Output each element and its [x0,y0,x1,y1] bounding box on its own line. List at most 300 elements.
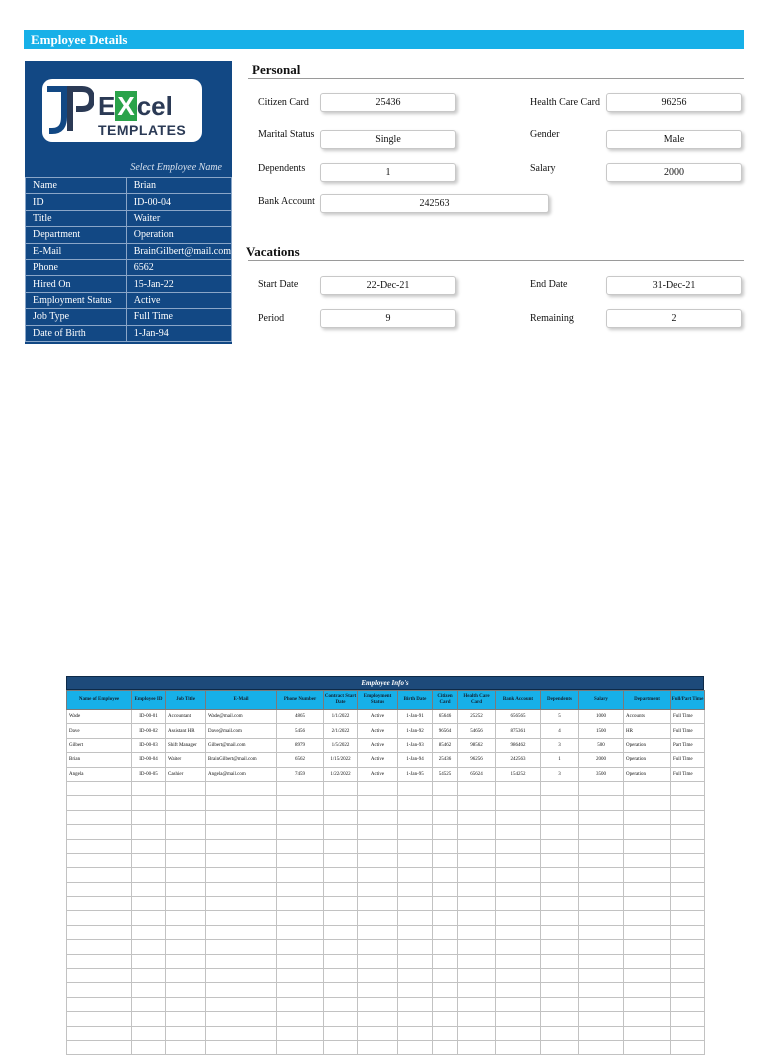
table-cell[interactable]: 2000 [579,753,624,767]
table-cell[interactable] [496,969,541,983]
table-cell[interactable]: 875361 [496,724,541,738]
table-cell[interactable] [458,940,496,954]
table-cell[interactable] [433,1040,458,1054]
table-cell[interactable] [166,796,206,810]
table-cell[interactable] [541,997,579,1011]
table-cell[interactable] [132,997,166,1011]
table-cell[interactable]: 2/1/2022 [324,724,358,738]
table-cell[interactable]: Operation [624,738,671,752]
table-cell[interactable] [324,940,358,954]
column-header[interactable]: Bank Account [496,691,541,710]
table-cell[interactable] [132,796,166,810]
table-cell[interactable] [398,969,433,983]
table-cell[interactable] [624,810,671,824]
table-cell[interactable] [458,1040,496,1054]
table-cell[interactable] [324,1026,358,1040]
table-cell[interactable] [541,1040,579,1054]
table-cell[interactable] [458,911,496,925]
table-cell[interactable] [541,868,579,882]
table-cell[interactable] [671,853,705,867]
table-cell[interactable]: 5456 [277,724,324,738]
table-cell[interactable] [671,868,705,882]
table-cell[interactable] [67,969,132,983]
table-cell[interactable] [541,925,579,939]
table-cell[interactable] [324,997,358,1011]
table-cell[interactable] [324,983,358,997]
table-cell[interactable]: Dave [67,724,132,738]
table-cell[interactable] [132,839,166,853]
table-cell[interactable] [398,954,433,968]
bank-account-field[interactable]: 242563 [320,194,549,213]
table-cell[interactable] [458,882,496,896]
table-cell[interactable] [132,825,166,839]
table-cell[interactable]: Full Time [671,710,705,724]
table-cell[interactable] [624,882,671,896]
table-cell[interactable] [496,796,541,810]
table-cell[interactable] [398,868,433,882]
table-cell[interactable]: 1-Jan-94 [398,753,433,767]
table-cell[interactable] [166,911,206,925]
table-cell[interactable] [496,983,541,997]
table-cell[interactable] [624,997,671,1011]
table-cell[interactable] [398,1040,433,1054]
table-cell[interactable]: Active [358,724,398,738]
marital-status-field[interactable]: Single [320,130,456,149]
table-cell[interactable] [541,781,579,795]
table-cell[interactable] [398,925,433,939]
table-cell[interactable] [358,940,398,954]
table-cell[interactable]: 1-Jan-95 [398,767,433,781]
table-cell[interactable] [458,781,496,795]
table-cell[interactable]: ID-00-01 [132,710,166,724]
table-cell[interactable] [579,983,624,997]
table-cell[interactable] [496,997,541,1011]
table-cell[interactable] [132,925,166,939]
table-cell[interactable] [433,997,458,1011]
column-header[interactable]: Salary [579,691,624,710]
table-cell[interactable] [277,781,324,795]
table-cell[interactable]: 4865 [277,710,324,724]
table-cell[interactable]: 1/15/2022 [324,753,358,767]
table-cell[interactable] [579,911,624,925]
table-cell[interactable] [398,810,433,824]
remaining-field[interactable]: 2 [606,309,742,328]
table-cell[interactable] [67,796,132,810]
table-cell[interactable] [541,882,579,896]
table-cell[interactable] [324,853,358,867]
table-cell[interactable] [277,940,324,954]
table-cell[interactable] [496,839,541,853]
table-cell[interactable] [624,1040,671,1054]
table-cell[interactable] [132,853,166,867]
table-cell[interactable]: 500 [579,738,624,752]
table-cell[interactable] [166,925,206,939]
table-cell[interactable] [624,940,671,954]
table-cell[interactable] [496,853,541,867]
table-cell[interactable] [671,781,705,795]
table-cell[interactable] [496,897,541,911]
table-cell[interactable] [358,868,398,882]
table-cell[interactable] [624,925,671,939]
table-cell[interactable] [277,1040,324,1054]
table-cell[interactable] [277,853,324,867]
column-header[interactable]: E-Mail [206,691,277,710]
table-cell[interactable] [277,969,324,983]
table-cell[interactable] [324,810,358,824]
table-cell[interactable] [277,882,324,896]
table-cell[interactable] [398,897,433,911]
table-cell[interactable]: 54525 [433,767,458,781]
column-header[interactable]: Phone Number [277,691,324,710]
table-cell[interactable]: 7459 [277,767,324,781]
table-cell[interactable] [398,911,433,925]
table-cell[interactable] [671,969,705,983]
table-cell[interactable]: Shift Manager [166,738,206,752]
table-cell[interactable]: 986462 [496,738,541,752]
table-cell[interactable]: 1000 [579,710,624,724]
table-cell[interactable] [277,810,324,824]
table-cell[interactable] [496,1040,541,1054]
table-cell[interactable] [358,983,398,997]
table-cell[interactable] [458,839,496,853]
table-cell[interactable] [541,897,579,911]
table-cell[interactable]: ID-00-04 [132,753,166,767]
table-cell[interactable] [324,911,358,925]
table-cell[interactable] [398,825,433,839]
table-cell[interactable] [671,810,705,824]
column-header[interactable]: Department [624,691,671,710]
table-cell[interactable] [67,853,132,867]
table-cell[interactable] [496,810,541,824]
table-cell[interactable] [671,940,705,954]
table-cell[interactable] [579,940,624,954]
table-cell[interactable] [277,825,324,839]
table-cell[interactable] [579,1040,624,1054]
table-cell[interactable] [67,954,132,968]
column-header[interactable]: Full/Part Time [671,691,705,710]
table-cell[interactable] [166,825,206,839]
column-header[interactable]: Contract Start Date [324,691,358,710]
table-cell[interactable] [324,796,358,810]
table-cell[interactable]: 1/1/2022 [324,710,358,724]
table-cell[interactable] [358,911,398,925]
table-cell[interactable] [433,1026,458,1040]
summary-value[interactable]: Brian [126,178,231,194]
table-cell[interactable] [458,969,496,983]
table-cell[interactable] [67,897,132,911]
table-cell[interactable] [541,825,579,839]
table-cell[interactable] [324,882,358,896]
table-cell[interactable]: Active [358,753,398,767]
end-date-field[interactable]: 31-Dec-21 [606,276,742,295]
table-cell[interactable]: 8979 [277,738,324,752]
table-cell[interactable] [671,897,705,911]
table-cell[interactable] [579,853,624,867]
table-cell[interactable]: Full Time [671,753,705,767]
table-cell[interactable] [277,796,324,810]
table-cell[interactable] [206,997,277,1011]
table-cell[interactable] [579,954,624,968]
table-cell[interactable] [579,839,624,853]
table-cell[interactable] [398,796,433,810]
column-header[interactable]: Employee ID [132,691,166,710]
table-cell[interactable]: Full Time [671,767,705,781]
table-cell[interactable] [324,839,358,853]
table-cell[interactable] [433,796,458,810]
table-cell[interactable]: 25436 [433,753,458,767]
table-cell[interactable]: BrainGilbert@mail.com [206,753,277,767]
table-cell[interactable]: Angela@mail.com [206,767,277,781]
table-cell[interactable]: 98562 [458,738,496,752]
table-cell[interactable] [358,1026,398,1040]
table-cell[interactable]: 1-Jan-93 [398,738,433,752]
table-cell[interactable] [624,911,671,925]
table-cell[interactable] [579,882,624,896]
table-cell[interactable] [358,853,398,867]
table-cell[interactable] [671,925,705,939]
table-cell[interactable] [132,969,166,983]
table-cell[interactable]: 85462 [433,738,458,752]
table-cell[interactable] [624,868,671,882]
table-cell[interactable] [433,839,458,853]
gender-field[interactable]: Male [606,130,742,149]
table-cell[interactable] [206,911,277,925]
table-cell[interactable]: 3500 [579,767,624,781]
table-cell[interactable] [458,997,496,1011]
table-cell[interactable] [541,940,579,954]
table-cell[interactable] [67,839,132,853]
table-cell[interactable]: Gilbert [67,738,132,752]
table-cell[interactable] [166,810,206,824]
table-cell[interactable] [579,897,624,911]
table-cell[interactable] [579,796,624,810]
table-cell[interactable] [132,983,166,997]
table-cell[interactable] [166,969,206,983]
table-cell[interactable] [496,925,541,939]
table-cell[interactable] [458,853,496,867]
table-cell[interactable] [166,897,206,911]
table-cell[interactable]: 96256 [458,753,496,767]
table-cell[interactable]: 5 [541,710,579,724]
column-header[interactable]: Dependents [541,691,579,710]
table-cell[interactable]: 65646 [433,710,458,724]
table-cell[interactable] [132,868,166,882]
table-cell[interactable] [206,1026,277,1040]
table-cell[interactable] [433,983,458,997]
table-cell[interactable] [206,969,277,983]
table-cell[interactable] [206,897,277,911]
table-cell[interactable] [624,897,671,911]
table-cell[interactable] [277,897,324,911]
table-cell[interactable]: Brian [67,753,132,767]
table-cell[interactable] [496,781,541,795]
table-cell[interactable] [579,868,624,882]
table-cell[interactable] [433,868,458,882]
table-cell[interactable]: ID-00-02 [132,724,166,738]
table-cell[interactable] [277,1026,324,1040]
table-cell[interactable] [324,925,358,939]
table-cell[interactable]: 96564 [433,724,458,738]
table-cell[interactable] [398,839,433,853]
table-cell[interactable] [541,983,579,997]
table-cell[interactable] [496,868,541,882]
table-cell[interactable]: Active [358,767,398,781]
table-cell[interactable] [132,954,166,968]
table-cell[interactable]: 242563 [496,753,541,767]
table-cell[interactable] [206,925,277,939]
table-cell[interactable] [277,997,324,1011]
table-cell[interactable] [166,940,206,954]
table-cell[interactable] [358,781,398,795]
column-header[interactable]: Health Care Card [458,691,496,710]
table-cell[interactable] [541,954,579,968]
table-cell[interactable] [433,969,458,983]
table-cell[interactable] [398,997,433,1011]
table-cell[interactable] [433,882,458,896]
table-cell[interactable] [277,911,324,925]
table-cell[interactable] [541,911,579,925]
table-cell[interactable]: HR [624,724,671,738]
table-cell[interactable] [67,997,132,1011]
table-cell[interactable]: 25252 [458,710,496,724]
table-cell[interactable] [132,882,166,896]
table-cell[interactable] [671,1040,705,1054]
table-cell[interactable]: 54656 [458,724,496,738]
table-cell[interactable] [206,825,277,839]
table-cell[interactable] [206,983,277,997]
table-cell[interactable] [358,810,398,824]
table-cell[interactable] [206,810,277,824]
column-header[interactable]: Birth Date [398,691,433,710]
table-cell[interactable] [624,839,671,853]
table-cell[interactable] [206,954,277,968]
table-cell[interactable]: Wade@mail.com [206,710,277,724]
table-cell[interactable] [671,1026,705,1040]
table-cell[interactable] [206,882,277,896]
column-header[interactable]: Job Title [166,691,206,710]
table-cell[interactable] [671,911,705,925]
table-cell[interactable]: Operation [624,753,671,767]
table-cell[interactable] [541,839,579,853]
table-cell[interactable] [398,1026,433,1040]
table-cell[interactable] [579,925,624,939]
salary-field[interactable]: 2000 [606,163,742,182]
table-cell[interactable] [324,897,358,911]
table-cell[interactable] [496,1026,541,1040]
table-cell[interactable] [496,911,541,925]
table-cell[interactable] [624,1026,671,1040]
table-cell[interactable]: Assistant HR [166,724,206,738]
table-cell[interactable] [324,825,358,839]
table-cell[interactable] [671,983,705,997]
table-cell[interactable] [277,868,324,882]
table-cell[interactable] [624,796,671,810]
table-cell[interactable]: Full Time [671,724,705,738]
table-cell[interactable] [624,781,671,795]
table-cell[interactable] [67,925,132,939]
table-cell[interactable] [206,868,277,882]
table-cell[interactable] [579,810,624,824]
table-cell[interactable] [358,882,398,896]
table-cell[interactable] [166,853,206,867]
table-cell[interactable]: Angela [67,767,132,781]
table-cell[interactable] [166,954,206,968]
table-cell[interactable]: 1/5/2022 [324,738,358,752]
table-cell[interactable]: 154252 [496,767,541,781]
table-cell[interactable] [277,983,324,997]
table-cell[interactable] [398,781,433,795]
table-cell[interactable] [166,868,206,882]
column-header[interactable]: Citizen Card [433,691,458,710]
table-cell[interactable] [541,796,579,810]
table-cell[interactable] [458,810,496,824]
table-cell[interactable] [277,839,324,853]
table-cell[interactable] [67,882,132,896]
table-cell[interactable] [458,897,496,911]
table-cell[interactable] [67,781,132,795]
table-cell[interactable] [324,868,358,882]
table-cell[interactable] [433,810,458,824]
table-cell[interactable] [358,897,398,911]
table-cell[interactable] [67,1040,132,1054]
table-cell[interactable] [67,940,132,954]
table-cell[interactable] [206,853,277,867]
table-cell[interactable] [541,1026,579,1040]
citizen-card-field[interactable]: 25436 [320,93,456,112]
table-cell[interactable] [433,781,458,795]
table-cell[interactable] [433,954,458,968]
table-cell[interactable] [624,954,671,968]
table-cell[interactable] [132,810,166,824]
table-cell[interactable] [166,997,206,1011]
table-cell[interactable] [166,983,206,997]
table-cell[interactable] [458,796,496,810]
table-cell[interactable] [358,969,398,983]
table-cell[interactable] [541,969,579,983]
table-cell[interactable] [671,839,705,853]
table-cell[interactable] [433,925,458,939]
table-cell[interactable] [433,825,458,839]
table-cell[interactable] [398,983,433,997]
table-cell[interactable]: Operation [624,767,671,781]
table-cell[interactable] [206,940,277,954]
table-cell[interactable]: 3 [541,767,579,781]
table-cell[interactable]: 1-Jan-92 [398,724,433,738]
table-cell[interactable] [277,954,324,968]
table-cell[interactable] [579,969,624,983]
table-cell[interactable] [132,781,166,795]
table-cell[interactable]: Cashier [166,767,206,781]
table-cell[interactable] [206,781,277,795]
table-cell[interactable] [671,796,705,810]
table-cell[interactable] [67,911,132,925]
table-cell[interactable] [358,925,398,939]
table-cell[interactable] [132,911,166,925]
table-cell[interactable] [579,1026,624,1040]
table-cell[interactable] [206,796,277,810]
table-cell[interactable]: 1500 [579,724,624,738]
table-cell[interactable] [671,882,705,896]
table-cell[interactable]: Dave@mail.com [206,724,277,738]
table-cell[interactable]: Active [358,710,398,724]
table-cell[interactable] [358,954,398,968]
period-field[interactable]: 9 [320,309,456,328]
health-care-field[interactable]: 96256 [606,93,742,112]
table-cell[interactable] [671,825,705,839]
table-cell[interactable] [206,839,277,853]
table-cell[interactable] [433,911,458,925]
table-cell[interactable] [496,954,541,968]
